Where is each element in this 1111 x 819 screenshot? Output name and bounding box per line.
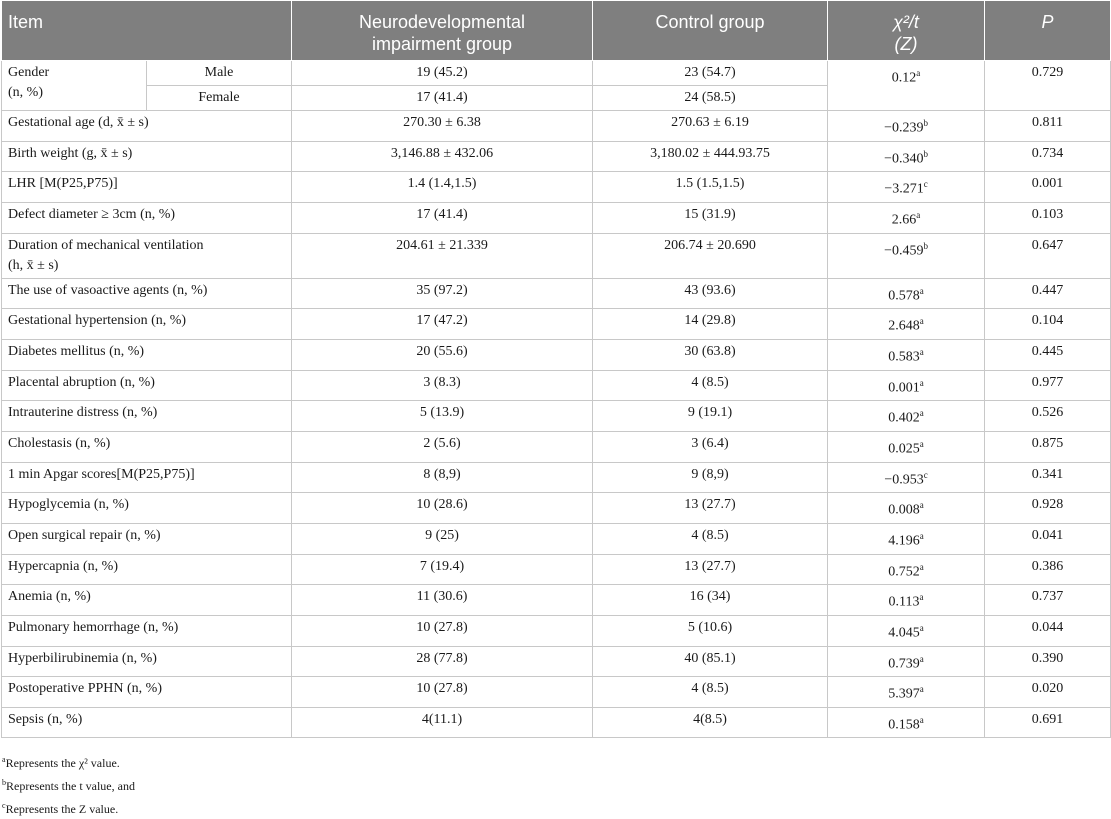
table-row: [2, 707, 1111, 738]
row-label: Hypoglycemia (n, %): [2, 493, 292, 524]
table-row-ventilation: [2, 233, 1111, 278]
header-row: [2, 1, 1111, 61]
statistic-value: 0.739$^a$: [828, 646, 985, 677]
group1-value: 35 (97.2): [292, 278, 593, 309]
row-label: The use of vasoactive agents (n, %): [2, 278, 292, 309]
footnote-a: $^a$Represents the χ² value.: [2, 755, 120, 771]
gender-female-group1: 17 (41.4): [292, 86, 593, 111]
group1-value: 204.61 ± 21.339: [292, 233, 593, 278]
row-label: Gestational age (d, x̄ ± s): [2, 111, 292, 142]
control-value: 4 (8.5): [593, 523, 828, 554]
p-value: 0.044: [985, 615, 1111, 646]
header-neurodevelopmental-group: Neurodevelopmental impairment group: [292, 1, 593, 61]
group1-value: 7 (19.4): [292, 554, 593, 585]
results-table: [1, 0, 1111, 738]
control-value: 3,180.02 ± 444.93.75: [593, 141, 828, 172]
row-label: Defect diameter ≥ 3cm (n, %): [2, 202, 292, 233]
row-label: Pulmonary hemorrhage (n, %): [2, 615, 292, 646]
control-value: 13 (27.7): [593, 554, 828, 585]
row-label: Birth weight (g, x̄ ± s): [2, 141, 292, 172]
p-value: 0.104: [985, 309, 1111, 340]
table-row: [2, 172, 1111, 203]
row-label: Sepsis (n, %): [2, 707, 292, 738]
header-p-value: P: [985, 1, 1111, 61]
control-value: 30 (63.8): [593, 339, 828, 370]
p-value: 0.386: [985, 554, 1111, 585]
gender-label: Gender (n, %): [2, 61, 147, 111]
header-statistic: χ²/t (Z): [828, 1, 985, 61]
statistic-value: 0.578$^a$: [828, 278, 985, 309]
control-value: 9 (8,9): [593, 462, 828, 493]
table-row: [2, 309, 1111, 340]
table-row-gender-male: [2, 61, 1111, 86]
control-value: 4 (8.5): [593, 677, 828, 708]
statistic-value: −0.459$^b$: [828, 233, 985, 278]
footnote-c: $^c$Represents the Z value.: [2, 801, 119, 817]
control-value: 1.5 (1.5,1.5): [593, 172, 828, 203]
group1-value: 8 (8,9): [292, 462, 593, 493]
control-value: 15 (31.9): [593, 202, 828, 233]
row-label: Placental abruption (n, %): [2, 370, 292, 401]
statistic-value: 0.025$^a$: [828, 431, 985, 462]
table-row: [2, 615, 1111, 646]
group1-value: 3,146.88 ± 432.06: [292, 141, 593, 172]
table-row: [2, 462, 1111, 493]
row-label: Gestational hypertension (n, %): [2, 309, 292, 340]
p-value: 0.691: [985, 707, 1111, 738]
gender-male-label: Male: [147, 61, 292, 86]
control-value: 9 (19.1): [593, 401, 828, 432]
table-row: [2, 339, 1111, 370]
group1-value: 1.4 (1.4,1.5): [292, 172, 593, 203]
header-control-group: Control group: [593, 1, 828, 61]
statistic-value: 4.196$^a$: [828, 523, 985, 554]
table-row: [2, 278, 1111, 309]
table-row: [2, 111, 1111, 142]
control-value: 16 (34): [593, 585, 828, 616]
statistic-value: 4.045$^a$: [828, 615, 985, 646]
row-label: 1 min Apgar scores[M(P25,P75)]: [2, 462, 292, 493]
p-value: 0.001: [985, 172, 1111, 203]
statistic-value: 0.113$^a$: [828, 585, 985, 616]
group1-value: 9 (25): [292, 523, 593, 554]
control-value: 40 (85.1): [593, 646, 828, 677]
table-row: [2, 554, 1111, 585]
group1-value: 4(11.1): [292, 707, 593, 738]
statistic-value: 2.66$^a$: [828, 202, 985, 233]
p-value: 0.341: [985, 462, 1111, 493]
control-value: 14 (29.8): [593, 309, 828, 340]
group1-value: 17 (41.4): [292, 202, 593, 233]
footnote-b: $^b$Represents the t value, and: [2, 778, 135, 794]
group1-value: 28 (77.8): [292, 646, 593, 677]
statistic-value: 0.402$^a$: [828, 401, 985, 432]
control-value: 3 (6.4): [593, 431, 828, 462]
row-label: Hyperbilirubinemia (n, %): [2, 646, 292, 677]
table-row: [2, 677, 1111, 708]
group1-value: 5 (13.9): [292, 401, 593, 432]
gender-female-control: 24 (58.5): [593, 86, 828, 111]
table-row: [2, 585, 1111, 616]
table-row: [2, 523, 1111, 554]
statistic-value: 0.158$^a$: [828, 707, 985, 738]
table-row: [2, 646, 1111, 677]
row-label: Intrauterine distress (n, %): [2, 401, 292, 432]
statistic-value: 0.008$^a$: [828, 493, 985, 524]
statistic-value: 5.397$^a$: [828, 677, 985, 708]
group1-value: 2 (5.6): [292, 431, 593, 462]
statistic-value: −0.953$^c$: [828, 462, 985, 493]
p-value: 0.445: [985, 339, 1111, 370]
p-value: 0.020: [985, 677, 1111, 708]
table-row: [2, 202, 1111, 233]
statistic-value: 0.752$^a$: [828, 554, 985, 585]
p-value: 0.928: [985, 493, 1111, 524]
table-row: [2, 431, 1111, 462]
group1-value: 10 (27.8): [292, 677, 593, 708]
p-value: 0.526: [985, 401, 1111, 432]
gender-male-group1: 19 (45.2): [292, 61, 593, 86]
statistic-value: 2.648$^a$: [828, 309, 985, 340]
group1-value: 10 (27.8): [292, 615, 593, 646]
table-row: [2, 370, 1111, 401]
control-value: 5 (10.6): [593, 615, 828, 646]
table-row: [2, 401, 1111, 432]
control-value: 270.63 ± 6.19: [593, 111, 828, 142]
group1-value: 3 (8.3): [292, 370, 593, 401]
row-label: Duration of mechanical ventilation (h, x̄ ± s): [2, 233, 292, 278]
p-value: 0.647: [985, 233, 1111, 278]
row-label: Diabetes mellitus (n, %): [2, 339, 292, 370]
control-value: 206.74 ± 20.690: [593, 233, 828, 278]
statistic-value: −0.340$^b$: [828, 141, 985, 172]
statistic-value: 0.583$^a$: [828, 339, 985, 370]
statistic-value: −3.271$^c$: [828, 172, 985, 203]
row-label: LHR [M(P25,P75)]: [2, 172, 292, 203]
group1-value: 270.30 ± 6.38: [292, 111, 593, 142]
row-label: Cholestasis (n, %): [2, 431, 292, 462]
row-label: Postoperative PPHN (n, %): [2, 677, 292, 708]
p-value: 0.390: [985, 646, 1111, 677]
statistic-value: −0.239$^b$: [828, 111, 985, 142]
p-value: 0.103: [985, 202, 1111, 233]
group1-value: 17 (47.2): [292, 309, 593, 340]
p-value: 0.447: [985, 278, 1111, 309]
group1-value: 11 (30.6): [292, 585, 593, 616]
footnotes: [2, 750, 1111, 819]
group1-value: 20 (55.6): [292, 339, 593, 370]
gender-statistic: 0.12$^a$: [828, 61, 985, 111]
p-value: 0.734: [985, 141, 1111, 172]
p-value: 0.811: [985, 111, 1111, 142]
control-value: 4(8.5): [593, 707, 828, 738]
control-value: 4 (8.5): [593, 370, 828, 401]
row-label: Open surgical repair (n, %): [2, 523, 292, 554]
table-row: [2, 141, 1111, 172]
group1-value: 10 (28.6): [292, 493, 593, 524]
gender-p-value: 0.729: [985, 61, 1111, 111]
statistic-value: 0.001$^a$: [828, 370, 985, 401]
p-value: 0.737: [985, 585, 1111, 616]
row-label: Hypercapnia (n, %): [2, 554, 292, 585]
table-row: [2, 493, 1111, 524]
header-item: Item: [2, 1, 292, 61]
gender-female-label: Female: [147, 86, 292, 111]
control-value: 43 (93.6): [593, 278, 828, 309]
control-value: 13 (27.7): [593, 493, 828, 524]
p-value: 0.875: [985, 431, 1111, 462]
gender-male-control: 23 (54.7): [593, 61, 828, 86]
row-label: Anemia (n, %): [2, 585, 292, 616]
p-value: 0.041: [985, 523, 1111, 554]
p-value: 0.977: [985, 370, 1111, 401]
